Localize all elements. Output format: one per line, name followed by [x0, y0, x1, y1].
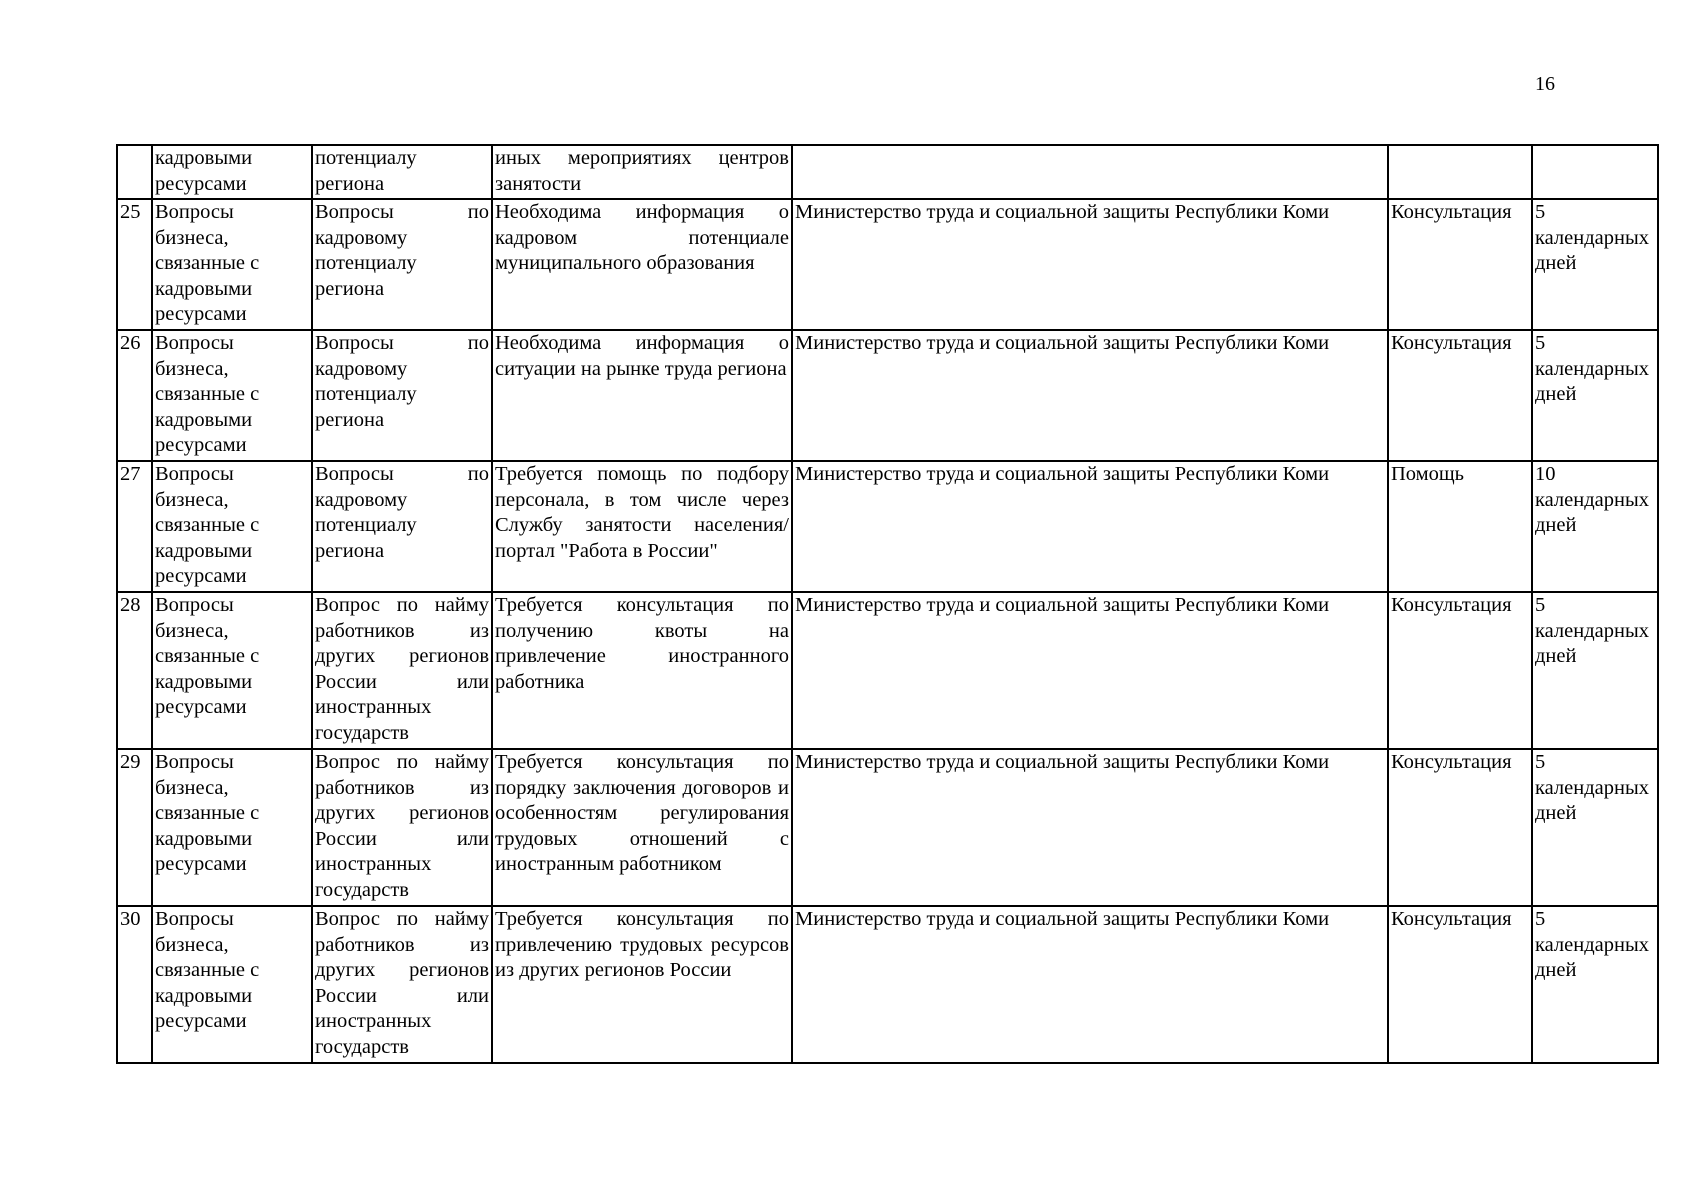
term-cell: [1532, 199, 1658, 330]
term-cell: [1532, 906, 1658, 1063]
question-text: Требуется консультация по привлечению трудовых ресурсов из других регионов России: [495, 908, 789, 982]
category-text: Вопросы бизнеса, связанные с кадровыми ресурсами: [155, 594, 260, 719]
term-cell: [1532, 330, 1658, 461]
category-cell: [152, 330, 312, 461]
topic-text: Вопрос по найму работников из других регионов России или иностранных государств: [315, 751, 489, 901]
question-cell: [492, 145, 792, 199]
question-cell: [492, 199, 792, 330]
category-text: Вопросы бизнеса, связанные с кадровыми ресурсами: [155, 332, 260, 457]
type-cell: [1388, 592, 1532, 749]
type-text: Консультация: [1391, 201, 1512, 223]
term-cell: [1532, 592, 1658, 749]
authority-cell: [792, 199, 1388, 330]
category-cell: [152, 199, 312, 330]
row-number: 30: [117, 906, 152, 1063]
authority-cell: [792, 592, 1388, 749]
question-cell: [492, 330, 792, 461]
category-cell: [152, 145, 312, 199]
category-cell: [152, 906, 312, 1063]
table-row: [117, 906, 1658, 1063]
authority-cell: [792, 461, 1388, 592]
type-cell: [1388, 330, 1532, 461]
term-text: 10 календарных дней: [1535, 463, 1650, 537]
category-text: Вопросы бизнеса, связанные с кадровыми ресурсами: [155, 751, 260, 876]
row-number: 27: [117, 461, 152, 592]
term-cell: [1532, 749, 1658, 906]
services-table: [116, 144, 1659, 1064]
row-number: 28: [117, 592, 152, 749]
table-body: [117, 145, 1658, 1063]
topic-cell: [312, 461, 492, 592]
category-text: Вопросы бизнеса, связанные с кадровыми ресурсами: [155, 463, 260, 588]
question-cell: [492, 592, 792, 749]
topic-text: Вопросы по кадровому потенциалу региона: [315, 332, 489, 431]
category-cell: [152, 749, 312, 906]
question-cell: [492, 906, 792, 1063]
table-row: [117, 592, 1658, 749]
authority-text: Министерство труда и социальной защиты Республики Коми: [795, 751, 1330, 773]
question-text: Требуется консультация по порядку заключения договоров и особенностям регулирования трудовых отношений с иностранным работником: [495, 751, 789, 876]
topic-text: Вопросы по кадровому потенциалу региона: [315, 201, 489, 300]
term-cell: [1532, 461, 1658, 592]
authority-cell: [792, 145, 1388, 199]
term-text: 5 календарных дней: [1535, 908, 1650, 982]
topic-cell: [312, 906, 492, 1063]
row-number: 29: [117, 749, 152, 906]
type-text: Консультация: [1391, 332, 1512, 354]
question-text: иных мероприятиях центров занятости: [495, 147, 789, 195]
type-text: Консультация: [1391, 908, 1512, 930]
type-cell: [1388, 906, 1532, 1063]
term-text: 5 календарных дней: [1535, 332, 1650, 406]
question-text: Необходима информация о ситуации на рынке труда региона: [495, 332, 789, 380]
authority-text: Министерство труда и социальной защиты Республики Коми: [795, 908, 1330, 930]
category-text: кадровыми ресурсами: [155, 147, 253, 195]
type-cell: [1388, 145, 1532, 199]
category-text: Вопросы бизнеса, связанные с кадровыми ресурсами: [155, 908, 260, 1033]
type-cell: [1388, 199, 1532, 330]
question-text: Требуется консультация по получению квоты на привлечение иностранного работника: [495, 594, 789, 693]
type-cell: [1388, 749, 1532, 906]
topic-cell: [312, 199, 492, 330]
row-number: 26: [117, 330, 152, 461]
row-number: 25: [117, 199, 152, 330]
type-text: Помощь: [1391, 463, 1465, 485]
topic-cell: [312, 749, 492, 906]
topic-text: Вопрос по найму работников из других регионов России или иностранных государств: [315, 594, 489, 744]
table-row: [117, 749, 1658, 906]
topic-cell: [312, 145, 492, 199]
term-text: 5 календарных дней: [1535, 201, 1650, 275]
topic-text: Вопросы по кадровому потенциалу региона: [315, 463, 489, 562]
row-number: [117, 145, 152, 199]
authority-text: Министерство труда и социальной защиты Республики Коми: [795, 332, 1330, 354]
table-row: [117, 461, 1658, 592]
topic-text: Вопрос по найму работников из других регионов России или иностранных государств: [315, 908, 489, 1058]
authority-cell: [792, 906, 1388, 1063]
question-text: Необходима информация о кадровом потенциале муниципального образования: [495, 201, 789, 275]
table-row: [117, 199, 1658, 330]
term-text: 5 календарных дней: [1535, 594, 1650, 668]
type-text: Консультация: [1391, 751, 1512, 773]
authority-cell: [792, 749, 1388, 906]
term-cell: [1532, 145, 1658, 199]
question-text: Требуется помощь по подбору персонала, в том числе через Службу занятости населения/портал "Работа в России": [495, 463, 789, 562]
table-row: [117, 330, 1658, 461]
authority-text: Министерство труда и социальной защиты Республики Коми: [795, 463, 1330, 485]
topic-cell: [312, 592, 492, 749]
term-text: 5 календарных дней: [1535, 751, 1650, 825]
question-cell: [492, 461, 792, 592]
type-cell: [1388, 461, 1532, 592]
table-row: [117, 145, 1658, 199]
topic-cell: [312, 330, 492, 461]
type-text: Консультация: [1391, 594, 1512, 616]
authority-cell: [792, 330, 1388, 461]
topic-text: потенциалу региона: [315, 147, 417, 195]
page-number: 16: [1535, 73, 1555, 95]
authority-text: Министерство труда и социальной защиты Республики Коми: [795, 594, 1330, 616]
authority-text: Министерство труда и социальной защиты Республики Коми: [795, 201, 1330, 223]
question-cell: [492, 749, 792, 906]
category-cell: [152, 592, 312, 749]
category-text: Вопросы бизнеса, связанные с кадровыми ресурсами: [155, 201, 260, 326]
category-cell: [152, 461, 312, 592]
